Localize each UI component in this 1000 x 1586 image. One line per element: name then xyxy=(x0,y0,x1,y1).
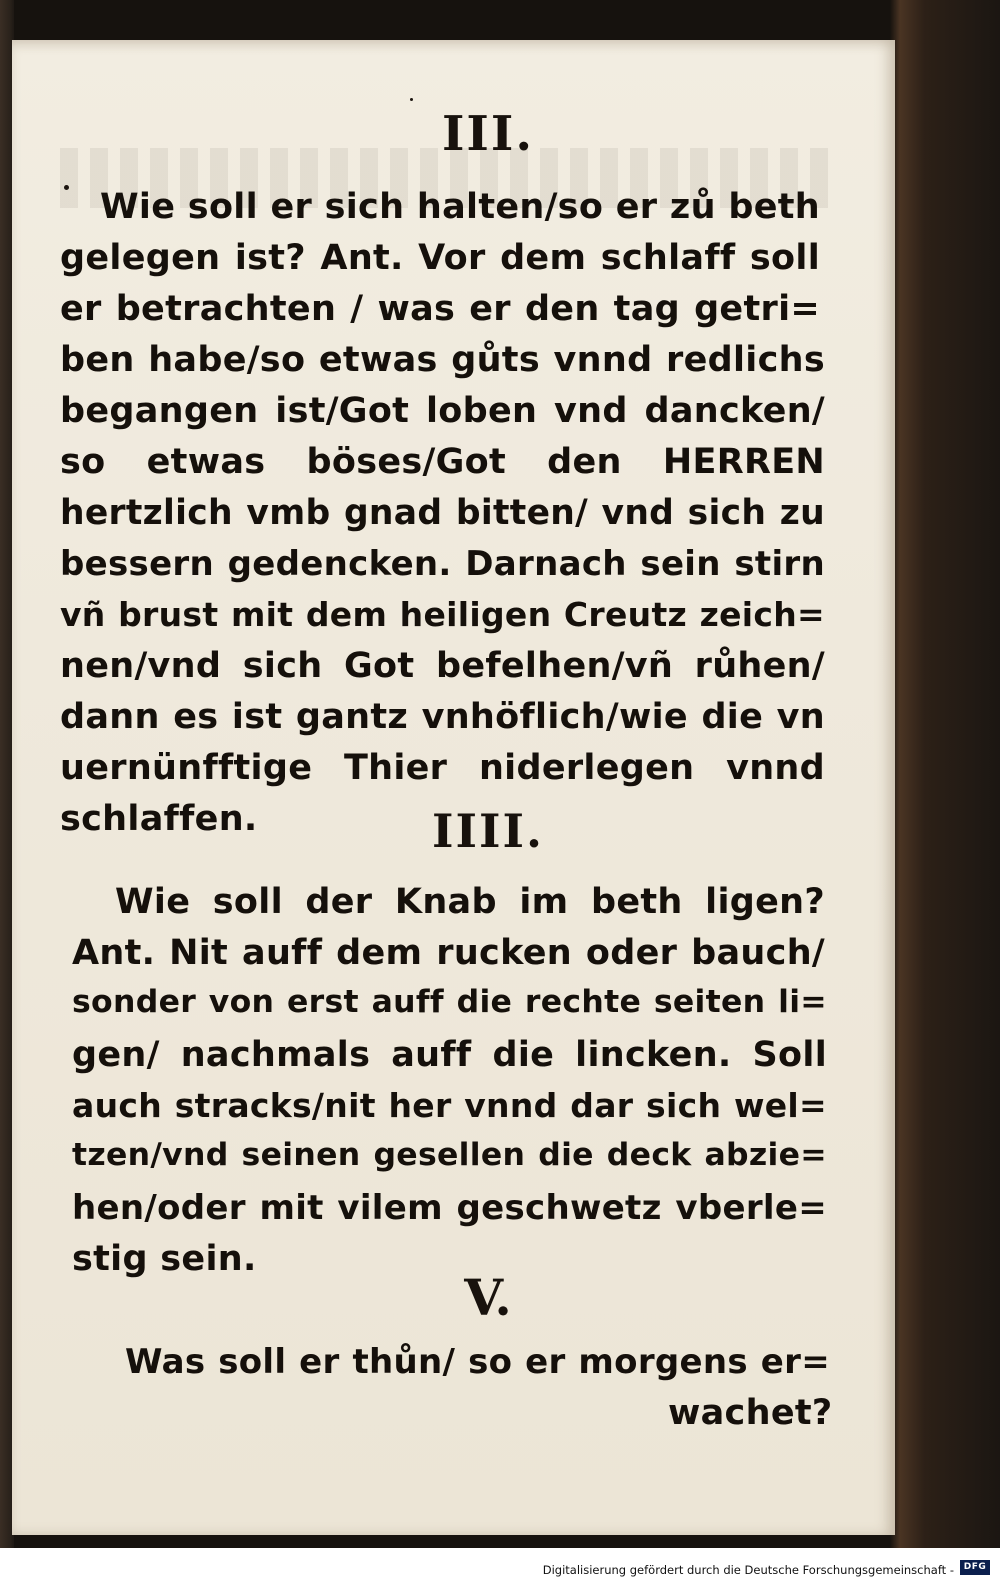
text-line: wachet? xyxy=(668,1393,833,1433)
footer-bar xyxy=(0,1548,1000,1586)
text-line: tzen/vnd seinen gesellen die deck abzie= xyxy=(72,1137,827,1173)
funding-credit: Digitalisierung gefördert durch die Deutsche Forschungsgemeinschaft - xyxy=(542,1563,954,1577)
text-line: sonder von erst auff die rechte seiten li= xyxy=(72,984,827,1020)
ink-speck xyxy=(64,185,69,190)
text-line: Was soll er thůn/ so er morgens er= xyxy=(125,1342,830,1382)
text-line: Wie soll der Knab im beth ligen? xyxy=(115,882,825,922)
text-line: begangen ist/Got loben vnd dancken/ xyxy=(60,391,825,431)
dfg-logo: DFG xyxy=(960,1560,990,1575)
text-line: ben habe/so etwas gůts vnnd redlichs xyxy=(60,340,825,380)
text-line: vñ brust mit dem heiligen Creutz zeich= xyxy=(60,595,825,634)
text-line: uernünfftige Thier niderlegen vnnd xyxy=(60,748,825,788)
text-line: stig sein. xyxy=(72,1239,257,1279)
text-line: hertzlich vmb gnad bitten/ vnd sich zu xyxy=(60,493,825,533)
section-heading-iii: III. xyxy=(441,106,535,162)
section-heading-iiii: IIII. xyxy=(431,804,545,858)
text-line: nen/vnd sich Got befelhen/vñ růhen/ xyxy=(60,646,825,686)
text-line: auch stracks/nit her vnnd dar sich wel= xyxy=(72,1086,827,1125)
text-line: bessern gedencken. Darnach sein stirn xyxy=(60,544,825,584)
section-heading-v: V. xyxy=(464,1268,512,1327)
text-line: gelegen ist? Ant. Vor dem schlaff soll xyxy=(60,238,820,278)
text-line: Ant. Nit auff dem rucken oder bauch/ xyxy=(72,933,825,973)
text-line: dann es ist gantz vnhöflich/wie die vn xyxy=(60,697,825,737)
text-line: hen/oder mit vilem geschwetz vberle= xyxy=(72,1188,827,1228)
text-line: gen/ nachmals auff die lincken. Soll xyxy=(72,1035,827,1075)
text-line: so etwas böses/Got den HERREN xyxy=(60,442,825,482)
text-line: er betrachten / was er den tag getri= xyxy=(60,289,820,329)
text-line: schlaffen. xyxy=(60,799,258,839)
text-line: Wie soll er sich halten/so er zů beth xyxy=(100,187,820,227)
ink-speck xyxy=(410,98,413,101)
